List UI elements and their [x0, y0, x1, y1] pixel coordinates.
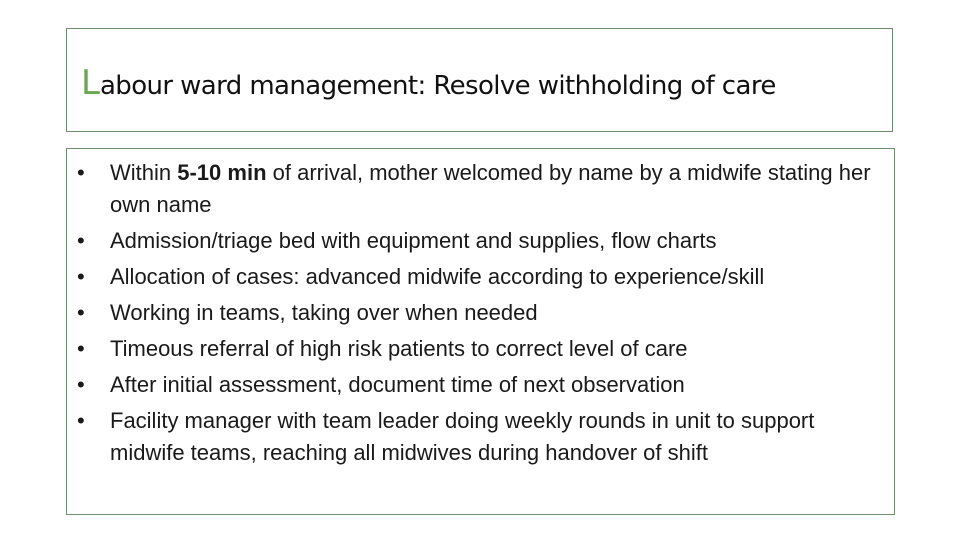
- bullet-text: Working in teams, taking over when needed: [110, 300, 538, 325]
- bullet-item: [77, 225, 887, 257]
- bullet-text: Within: [110, 160, 178, 185]
- bullet-dot: •: [77, 372, 85, 397]
- bullet-item: [77, 369, 887, 401]
- bullet-dot: •: [77, 336, 85, 361]
- bullet-item: [77, 261, 887, 293]
- bullet-text: Admission/triage bed with equipment and supplies, flow charts: [110, 228, 717, 253]
- bullet-text: Allocation of cases: advanced midwife according to experience/skill: [110, 264, 765, 289]
- bullet-dot: •: [77, 264, 85, 289]
- bullet-dot: •: [77, 228, 85, 253]
- bullet-text: of arrival, mother welcomed by name by a midwife stating her own name: [110, 160, 871, 217]
- bullet-bold: 5-10 min: [177, 160, 267, 185]
- bullet-dot: •: [77, 300, 85, 325]
- bullet-text: After initial assessment, document time of next observation: [110, 372, 685, 397]
- bullet-item: [77, 297, 887, 329]
- bullet-item: [77, 405, 887, 469]
- bullet-dot: •: [77, 408, 85, 433]
- content-box: [66, 148, 895, 515]
- bullet-item: [77, 157, 887, 221]
- title-rest: abour ward management: Resolve withholding of care: [99, 71, 776, 101]
- bullet-text: Facility manager with team leader doing weekly rounds in unit to support midwife teams, reaching all midwives during handover of shift: [110, 408, 815, 465]
- bullet-item: [77, 333, 887, 365]
- slide-title: [81, 63, 776, 103]
- title-box: [66, 28, 893, 132]
- bullet-text: Timeous referral of high risk patients to correct level of care: [110, 336, 688, 361]
- title-first-letter: L: [81, 63, 100, 103]
- bullet-list: [77, 157, 887, 473]
- bullet-dot: •: [77, 160, 85, 185]
